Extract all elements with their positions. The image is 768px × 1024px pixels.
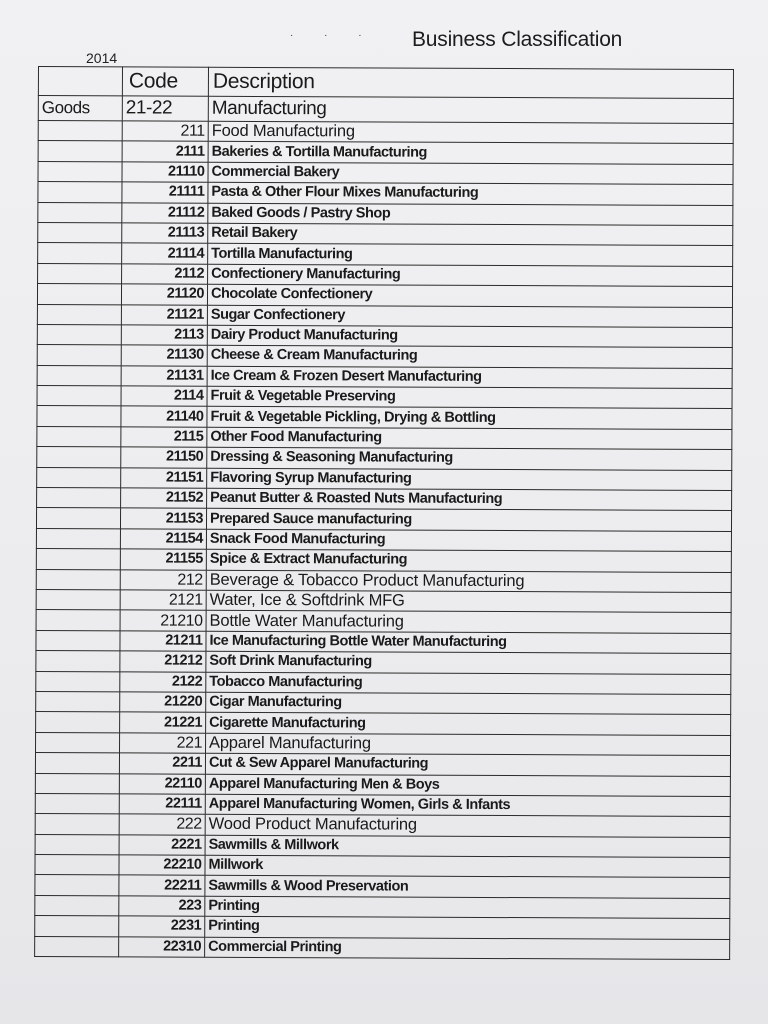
row-code-cell: 21114 [122,243,208,264]
row-code-cell: 22111 [119,794,205,815]
row-code-cell: 2221 [119,835,205,856]
row-code-cell: 21120 [121,284,207,305]
row-code-cell: 21221 [120,712,206,733]
row-code-cell: 21110 [122,162,208,183]
row-code-cell: 22310 [119,936,205,957]
row-category-cell [38,263,122,284]
table-body [35,96,734,960]
row-description-cell: Apparel Manufacturing Women, Girls & Infants [205,794,730,817]
row-description-cell: Pasta & Other Flour Mixes Manufacturing [208,182,733,205]
row-category-cell [36,528,120,549]
row-category-cell [38,182,122,203]
row-category-cell [38,202,122,223]
row-description-cell: Dairy Product Manufacturing [207,325,732,348]
row-code-cell: 21210 [120,610,206,631]
row-category-cell [38,243,122,264]
row-description-cell: Water, Ice & Softdrink MFG [206,590,731,613]
description-column-header: Description [208,67,733,98]
row-category-cell [38,222,122,243]
table-header-row [38,67,733,99]
row-category-cell [36,651,120,672]
scan-specks: · · · [290,30,376,41]
row-code-cell: 21153 [120,508,206,529]
row-description-cell: Dressing & Seasoning Manufacturing [207,447,732,470]
row-code-cell: 2113 [121,325,207,346]
row-description-cell: Printing [205,896,730,919]
row-code-cell: 21150 [121,447,207,468]
document-year: 2014 [86,50,118,66]
code-column-header: Code [122,67,208,96]
row-code-cell: 2231 [119,916,205,937]
row-category-cell [37,406,121,427]
row-code-cell: 221 [120,733,206,754]
table-row [35,936,730,959]
row-code-cell: 21111 [122,182,208,203]
row-category-cell [38,121,122,142]
row-code-cell: 21121 [121,304,207,325]
row-category-cell [36,712,120,733]
row-code-cell: 21140 [121,406,207,427]
row-code-cell: 21130 [121,345,207,366]
row-description-cell: Ice Cream & Frozen Desert Manufacturing [207,366,732,389]
row-description-cell: Wood Product Manufacturing [205,815,730,838]
row-code-cell: 222 [119,814,205,835]
row-description-cell: Ice Manufacturing Bottle Water Manufacturing [206,631,731,654]
row-code-cell: 21112 [122,202,208,223]
row-code-cell: 21220 [120,692,206,713]
row-description-cell: Printing [205,916,730,939]
row-category-cell: Goods [38,96,122,121]
row-category-cell [35,855,119,876]
row-code-cell: 21113 [122,223,208,244]
row-description-cell: Food Manufacturing [208,121,733,144]
row-code-cell: 2122 [120,671,206,692]
row-category-cell [37,488,121,509]
row-category-cell [37,467,121,488]
row-code-cell: 21211 [120,631,206,652]
row-category-cell [36,691,120,712]
row-code-cell: 22210 [119,855,205,876]
row-description-cell: Chocolate Confectionery [207,284,732,307]
row-code-cell: 2114 [121,386,207,407]
row-description-cell: Cut & Sew Apparel Manufacturing [205,753,730,776]
row-code-cell: 21-22 [122,96,208,121]
row-description-cell: Prepared Sauce manufacturing [206,509,731,532]
row-category-cell [35,895,119,916]
row-description-cell: Cigar Manufacturing [206,692,731,715]
classification-table [34,66,734,960]
row-description-cell: Fruit & Vegetable Pickling, Drying & Bottling [207,407,732,430]
row-category-cell [35,814,119,835]
row-code-cell: 21212 [120,651,206,672]
row-code-cell: 212 [120,569,206,590]
row-category-cell [37,284,121,305]
row-description-cell: Cigarette Manufacturing [206,713,731,736]
row-description-cell: Baked Goods / Pastry Shop [208,203,733,226]
row-category-cell [35,875,119,896]
row-code-cell: 2121 [120,590,206,611]
row-description-cell: Other Food Manufacturing [207,427,732,450]
row-category-cell [36,569,120,590]
row-category-cell [37,345,121,366]
row-code-cell: 21131 [121,366,207,387]
row-category-cell [36,671,120,692]
row-description-cell: Apparel Manufacturing Men & Boys [205,774,730,797]
table-row [38,96,733,124]
row-code-cell: 2211 [119,753,205,774]
row-code-cell: 2112 [122,264,208,285]
row-description-cell: Bottle Water Manufacturing [206,611,731,634]
row-code-cell: 211 [122,121,208,142]
row-code-cell: 21151 [121,468,207,489]
row-code-cell: 21154 [120,529,206,550]
row-description-cell: Commercial Bakery [208,162,733,185]
row-description-cell: Fruit & Vegetable Preserving [207,386,732,409]
row-description-cell: Bakeries & Tortilla Manufacturing [208,142,733,165]
row-code-cell: 2115 [121,427,207,448]
row-description-cell: Spice & Extract Manufacturing [206,549,731,572]
row-category-cell [35,916,119,937]
row-description-cell: Peanut Butter & Roasted Nuts Manufacturing [207,488,732,511]
row-category-cell [37,324,121,345]
row-category-cell [36,508,120,529]
row-category-cell [36,630,120,651]
row-description-cell: Sawmills & Wood Preservation [205,876,730,899]
row-description-cell: Apparel Manufacturing [206,733,731,756]
row-code-cell: 21152 [121,488,207,509]
row-category-cell [37,447,121,468]
row-category-cell [36,732,120,753]
row-category-cell [35,936,119,957]
row-category-cell [35,834,119,855]
row-description-cell: Flavoring Syrup Manufacturing [207,468,732,491]
row-description-cell: Millwork [205,855,730,878]
row-category-cell [37,365,121,386]
row-code-cell: 22110 [119,773,205,794]
row-category-cell [37,426,121,447]
row-code-cell: 2111 [122,141,208,162]
row-category-cell [36,549,120,570]
row-category-cell [37,304,121,325]
row-description-cell: Sawmills & Millwork [205,835,730,858]
category-column-header [38,67,122,96]
row-description-cell: Sugar Confectionery [207,305,732,328]
row-description-cell: Snack Food Manufacturing [206,529,731,552]
document-title: Business Classification [412,28,623,51]
row-category-cell [38,141,122,162]
row-category-cell [38,161,122,182]
row-code-cell: 21155 [120,549,206,570]
row-category-cell [35,773,119,794]
row-code-cell: 22211 [119,875,205,896]
row-category-cell [35,753,119,774]
row-description-cell: Soft Drink Manufacturing [206,651,731,674]
row-description-cell: Retail Bakery [208,223,733,246]
row-code-cell: 223 [119,896,205,917]
row-category-cell [36,610,120,631]
row-description-cell: Manufacturing [208,96,733,123]
row-description-cell: Commercial Printing [205,937,730,960]
row-description-cell: Tortilla Manufacturing [208,244,733,267]
row-description-cell: Beverage & Tobacco Product Manufacturing [206,570,731,593]
row-description-cell: Confectionery Manufacturing [208,264,733,287]
row-category-cell [36,589,120,610]
row-description-cell: Cheese & Cream Manufacturing [207,346,732,369]
row-category-cell [35,793,119,814]
row-description-cell: Tobacco Manufacturing [206,672,731,695]
row-category-cell [37,386,121,407]
